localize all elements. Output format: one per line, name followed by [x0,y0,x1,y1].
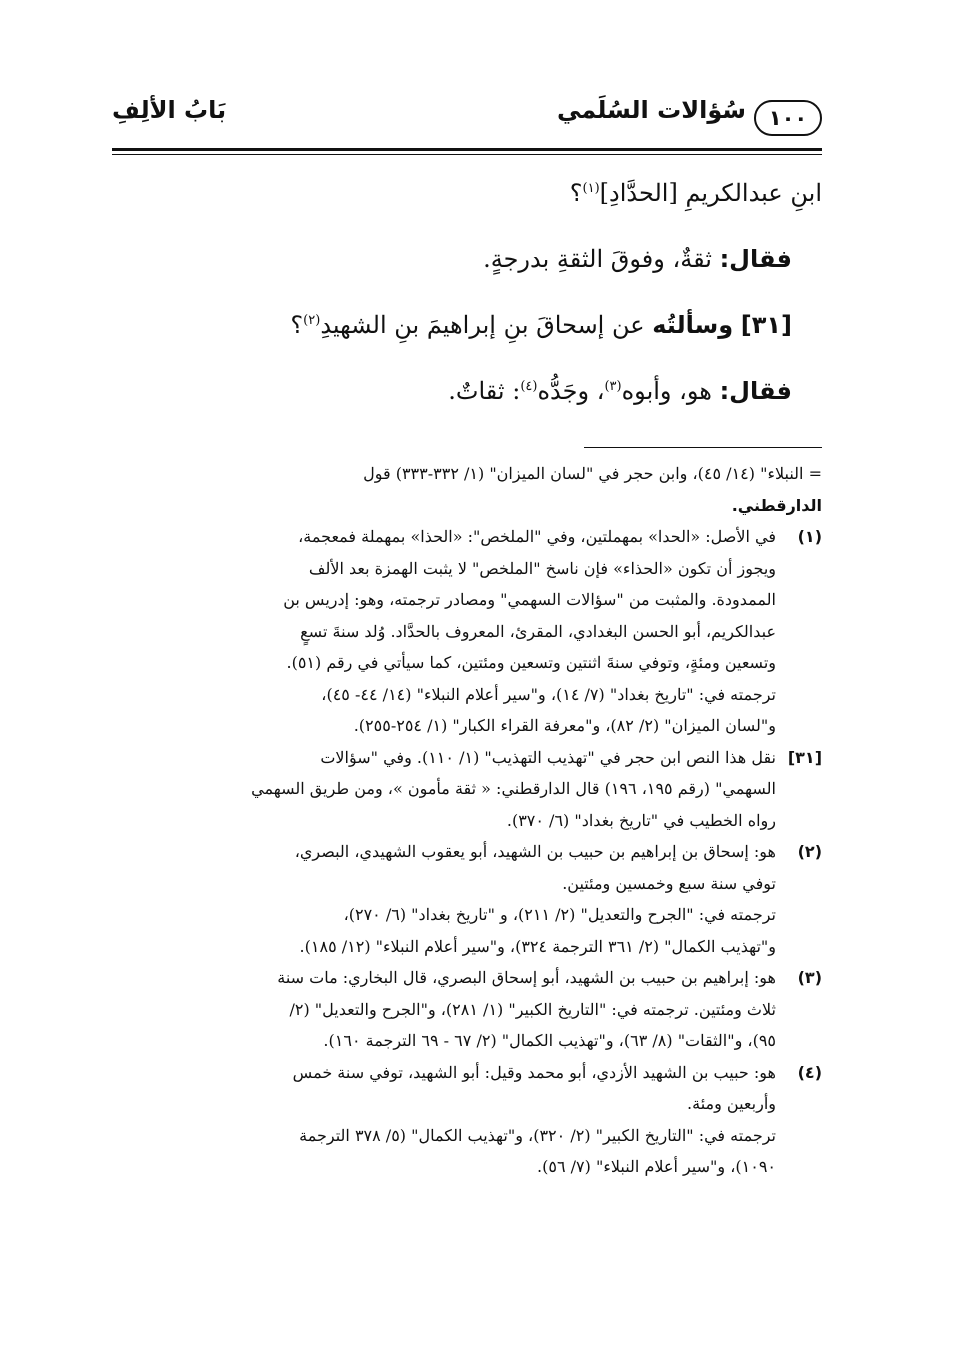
footnote-line: ٩٥)، و"الثقات" (٨/ ٦٣)، و"تهذيب الكمال" (٢/ ٦٧ - ٦٩ الترجمة ١٦٠). [323,1031,776,1050]
footnote-3 [114,962,822,1057]
main-line-4 [132,366,822,432]
main-line-1-end: ؟ [569,179,583,207]
main-line-3-text: عن إسحاقَ بنِ إبراهيمَ بنِ الشهيدِ [320,311,645,339]
chapter-title: بَابُ الألِفِ [112,96,227,124]
main-line-4-label: فقال: [719,377,792,405]
entry-number: [٣١] [740,311,792,339]
main-line-3-end: ؟ [290,311,304,339]
footnote-line: هو: إبراهيم بن حبيب بن الشهيد، أبو إسحاق البصري، قال البخاري: مات سنة [277,968,776,987]
footnote-1 [114,521,822,742]
main-line-3-label: وسألتُه [652,311,734,339]
footnote-line: = النبلاء" (١٤/ ٤٥)، وابن حجر في "لسان الميزان" (١/ ٣٣٢-٣٣٣) قول [363,464,822,483]
footnote-ref-3[interactable]: (٣) [604,379,622,394]
footnote-line: هو: حبيب بن الشهيد الأزدي، أبو محمد وقيل: أبو الشهيد، توفي سنة خمس [292,1062,776,1082]
footnote-line: في الأصل: «الحدا» بمهملتين، وفي "الملخص": «الحذا» بمهملة فمعجمة، [298,527,776,546]
footnotes [114,458,822,1183]
page-number-badge: ١٠٠ [754,100,822,136]
header-rule-thin [112,154,822,155]
footnote-line: الدارقطني. [731,495,822,515]
footnote-line: رواه الخطيب في "تاريخ بغداد" (٦/ ٣٧٠). [506,810,776,830]
main-line-2-label: فقال: [719,245,792,273]
footnote-separator [584,447,822,448]
footnote-line: توفي سنة سبع وخمسين ومئتين. [562,873,776,893]
footnote-line: ١٠٩٠)، و"سير أعلام النبلاء" (٧/ ٥٦). [537,1157,776,1176]
footnote-mark: [٣١] [787,747,822,767]
footnote-line: ترجمته في: "التاريخ الكبير" (٢/ ٣٢٠)، و"تهذيب الكمال" (٥/ ٣٧٨ الترجمة [299,1125,776,1145]
footnote-line: نقل هذا النص ابن حجر في "تهذيب التهذيب" (١/ ١١٠). وفي "سؤالات [320,747,776,767]
main-text [132,168,822,432]
footnote-line: وتسعين ومئةٍ، وتوفي سنةَ اثنتين وتسعين ومئتين، كما سيأتي في رقم (٥١). [286,653,776,672]
book-title: سُؤالات السُلَمي [556,96,746,124]
footnote-line: عبدالكريم، أبو الحسن البغدادي، المقرئ، المعروف بالحدَّاد. وُلد سنةَ تسعٍ [300,621,776,641]
footnote-line: وأربعين ومئة. [687,1094,776,1113]
footnote-line: هو: إسحاق بن إبراهيم بن حبيب بن الشهيد، أبو يعقوب الشهيدي، البصري، [294,842,776,861]
main-line-1 [132,168,822,234]
main-line-4-text-c: : ثقاتٌ. [448,377,521,405]
main-line-2-text: ثقةٌ، وفوقَ الثقةِ بدرجةٍ. [483,245,712,273]
footnote-line: الممدودة. والمثبت من "سؤالات السهمي" ومصادر ترجمته، وهو: إدريس بن [283,590,776,609]
footnote-line: ثلاث ومئتين. ترجمته في: "التاريخ الكبير" (١/ ٢٨١)، و"الجرح والتعديل" (٢/ [289,999,776,1019]
footnote-mark: (٣) [797,968,822,987]
footnote-line: ترجمته في: "الجرح والتعديل" (٢/ ٢١١)، و "تاريخ بغداد" (٦/ ٢٧٠)، [343,905,776,924]
footnote-ref-2[interactable]: (٢) [303,313,321,328]
footnote-line: السهمي" (رقم ١٩٥، ١٩٦) قال الدارقطني: « ثقة مأمون »، ومن طريق السهمي [251,779,776,798]
main-line-4-text-a: هو، وأبوه [621,377,712,405]
footnote-mark: (١) [797,527,822,546]
footnote-2 [114,836,822,962]
footnote-mark: (٤) [797,1062,822,1082]
main-line-3 [132,300,822,366]
footnote-line: ويجوز أن تكون «الحذاء» فإن ناسخ "الملخص" لا يثبت الهمزة بعد الألف [308,558,776,578]
main-line-2 [132,234,822,300]
main-line-1-text: ابنِ عبدالكريمِ [الحدَّادِ] [599,179,822,207]
footnote-ref-4[interactable]: (٤) [520,379,538,394]
footnote-31 [114,742,822,837]
footnote-line: و"تهذيب الكمال" (٢/ ٣٦١ الترجمة ٣٢٤)، و"سير أعلام النبلاء" (١٢/ ١٨٥). [299,936,776,956]
footnote-continuation [114,458,822,521]
footnote-ref-1[interactable]: (١) [582,181,600,196]
footnote-line: ترجمته في: "تاريخ بغداد" (٧/ ١٤)، و"سير أعلام النبلاء" (١٤/ ٤٤- ٤٥)، [321,684,776,704]
page-header [112,90,822,148]
footnote-mark: (٢) [797,842,822,861]
footnote-line: و"لسان الميزان" (٢/ ٨٢)، و"معرفة القراء الكبار" (١/ ٢٥٤-٢٥٥). [353,716,776,735]
main-line-4-text-b: ، وجَدُّه [537,377,605,405]
footnote-4 [114,1057,822,1183]
header-rule-thick [112,148,822,151]
